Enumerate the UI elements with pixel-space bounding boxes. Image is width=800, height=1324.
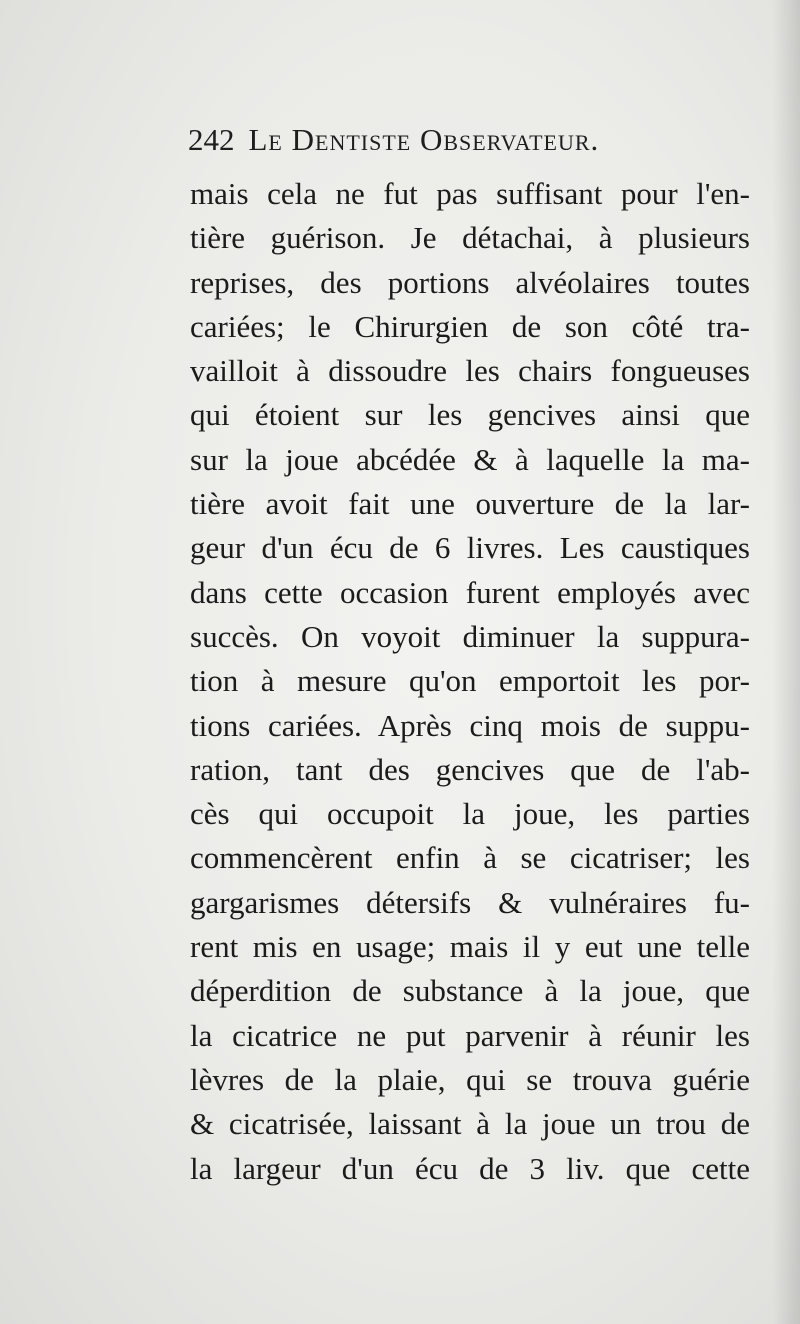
text-line: & cicatrisée, laissant à la joue un trou de	[190, 1106, 750, 1142]
text-line: cès qui occupoit la joue, les parties	[190, 796, 750, 832]
text-line: cariées; le Chirurgien de son côté tra-	[190, 308, 750, 344]
text-line: gargarismes détersifs & vulnéraires fu-	[190, 884, 750, 920]
running-head	[188, 122, 748, 172]
text-line: qui étoient sur les gencives ainsi que	[190, 397, 750, 433]
text-line: lèvres de la plaie, qui se trouva guérie	[190, 1061, 750, 1097]
text-line: rent mis en usage; mais il y eut une telle	[190, 929, 750, 965]
page-number: 242	[188, 122, 235, 157]
text-line: tions cariées. Après cinq mois de suppu-	[190, 707, 750, 743]
text-line: tière avoit fait une ouverture de la lar-	[190, 486, 750, 522]
page-edge-shadow	[772, 0, 800, 1324]
text-line: vailloit à dissoudre les chairs fongueuses	[190, 353, 750, 389]
text-line: tion à mesure qu'on emportoit les por-	[190, 663, 750, 699]
text-line: déperdition de substance à la joue, que	[190, 973, 750, 1009]
text-line: succès. On voyoit diminuer la suppura-	[190, 618, 750, 654]
text-line: ration, tant des gencives que de l'ab-	[190, 751, 750, 787]
text-line: mais cela ne fut pas suffisant pour l'en-	[190, 176, 750, 211]
text-line: la largeur d'un écu de 3 liv. que cette	[190, 1150, 750, 1186]
body-text	[190, 172, 750, 1191]
text-line: sur la joue abcédée & à laquelle la ma-	[190, 441, 750, 477]
text-line: commencèrent enfin à se cicatriser; les	[190, 840, 750, 876]
text-line: geur d'un écu de 6 livres. Les caustiques	[190, 530, 750, 566]
text-line: dans cette occasion furent employés avec	[190, 574, 750, 610]
text-line: reprises, des portions alvéolaires toutes	[190, 264, 750, 300]
text-line: la cicatrice ne put parvenir à réunir les	[190, 1017, 750, 1053]
running-title: Le Dentiste Observateur.	[248, 122, 600, 157]
text-line: tière guérison. Je détachai, à plusieurs	[190, 220, 750, 256]
